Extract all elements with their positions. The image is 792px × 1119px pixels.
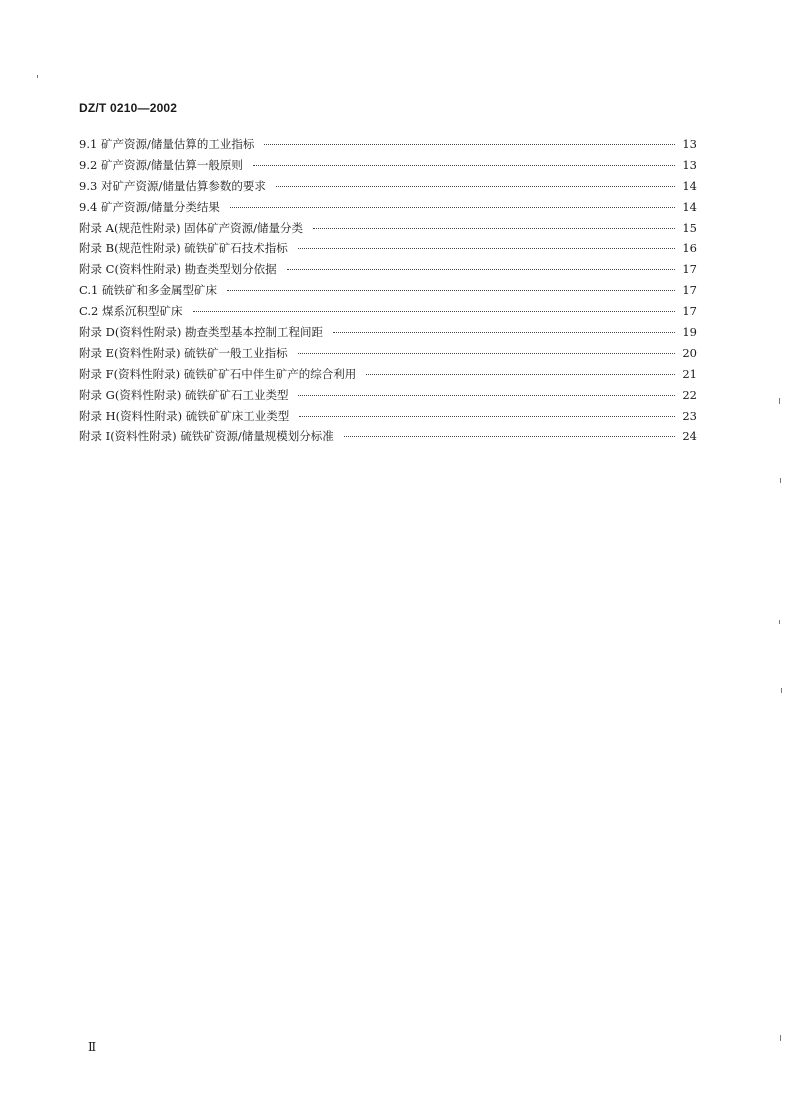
scan-speck	[37, 75, 38, 78]
toc-entry-page: 24	[682, 429, 697, 444]
toc-entry-title: 9.2 矿产资源/储量估算一般原则	[79, 157, 243, 172]
toc-entry-title: 附录 H(资料性附录) 硫铁矿矿床工业类型	[79, 408, 290, 423]
toc-leader-dots	[366, 373, 675, 375]
toc-entry-page: 21	[682, 366, 697, 381]
toc-leader-dots	[227, 289, 675, 291]
toc-entry[interactable]	[79, 220, 697, 241]
toc-entry-title: 9.4 矿产资源/储量分类结果	[79, 199, 220, 214]
toc-entry-page: 16	[682, 241, 697, 256]
toc-entry[interactable]	[79, 199, 697, 220]
toc-entry[interactable]	[79, 408, 697, 429]
toc-entry-page: 14	[682, 199, 697, 214]
toc-entry-title: C.1 硫铁矿和多金属型矿床	[79, 283, 218, 298]
toc-entry[interactable]	[79, 136, 697, 157]
toc-entry-title: 9.1 矿产资源/储量估算的工业指标	[79, 137, 255, 151]
toc-entry-page: 13	[682, 137, 697, 151]
toc-entry-title: C.2 煤系沉积型矿床	[79, 304, 183, 319]
toc-entry-title: 附录 F(资料性附录) 硫铁矿矿石中伴生矿产的综合利用	[79, 366, 357, 381]
toc-entry-page: 19	[682, 325, 697, 340]
scan-speck	[780, 478, 781, 483]
toc-leader-dots	[299, 415, 675, 417]
scan-speck	[781, 688, 782, 693]
toc-entry-title: 附录 D(资料性附录) 勘查类型基本控制工程间距	[79, 325, 324, 340]
toc-leader-dots	[344, 435, 675, 437]
toc-entry-page: 14	[682, 178, 697, 193]
toc-leader-dots	[264, 143, 675, 145]
toc-leader-dots	[276, 185, 675, 187]
document-code: DZ/T 0210—2002	[79, 101, 178, 115]
toc-leader-dots	[298, 394, 675, 396]
toc-entry[interactable]	[79, 178, 697, 199]
toc-entry-title: 附录 C(资料性附录) 勘查类型划分依据	[79, 262, 277, 277]
toc-leader-dots	[298, 352, 675, 354]
toc-entry-title: 附录 I(资料性附录) 硫铁矿资源/储量规模划分标准	[79, 429, 334, 444]
toc-leader-dots	[230, 206, 675, 208]
scan-speck	[779, 398, 780, 404]
toc-entry-page: 15	[682, 220, 697, 235]
toc-entry[interactable]	[79, 282, 697, 303]
toc-entry[interactable]	[79, 366, 697, 387]
scan-speck	[779, 620, 780, 624]
toc-entry-page: 17	[682, 304, 697, 319]
toc-entry-page: 22	[682, 387, 697, 402]
scan-speck	[780, 1035, 781, 1041]
toc-entry-page: 17	[682, 262, 697, 277]
toc-entry[interactable]	[79, 240, 697, 261]
toc-entry[interactable]	[79, 261, 697, 282]
toc-leader-dots	[287, 268, 675, 270]
toc-entry-page: 13	[682, 157, 697, 172]
toc-entry[interactable]	[79, 345, 697, 366]
toc-leader-dots	[298, 247, 675, 249]
toc-entry[interactable]	[79, 324, 697, 345]
toc-entry[interactable]	[79, 428, 697, 449]
toc-entry-page: 20	[682, 345, 697, 360]
toc-entry-title: 附录 E(资料性附录) 硫铁矿一般工业指标	[79, 345, 288, 360]
toc-entry[interactable]	[79, 157, 697, 178]
table-of-contents	[79, 136, 697, 449]
toc-leader-dots	[313, 227, 675, 229]
toc-entry-page: 23	[682, 408, 697, 423]
toc-entry-page: 17	[682, 283, 697, 298]
toc-entry-title: 附录 B(规范性附录) 硫铁矿矿石技术指标	[79, 241, 288, 256]
toc-entry-title: 附录 A(规范性附录) 固体矿产资源/储量分类	[79, 220, 303, 235]
toc-entry[interactable]	[79, 303, 697, 324]
toc-leader-dots	[333, 331, 675, 333]
toc-leader-dots	[193, 310, 675, 312]
toc-entry[interactable]	[79, 387, 697, 408]
toc-leader-dots	[253, 164, 675, 166]
page-number: Ⅱ	[88, 1040, 97, 1054]
toc-entry-title: 9.3 对矿产资源/储量估算参数的要求	[79, 178, 266, 193]
toc-entry-title: 附录 G(资料性附录) 硫铁矿矿石工业类型	[79, 387, 289, 402]
